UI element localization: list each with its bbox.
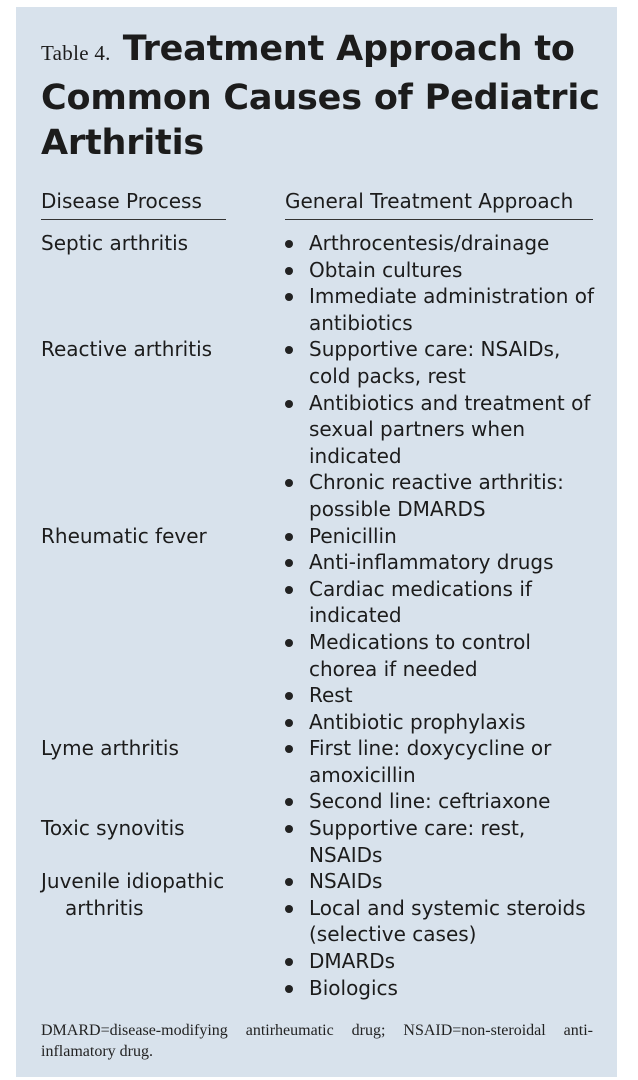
bullet-icon bbox=[285, 878, 293, 886]
column-header-disease: Disease Process bbox=[41, 187, 226, 220]
bullet-icon bbox=[285, 479, 293, 487]
treatment-item bbox=[285, 257, 601, 284]
disease-cell: Lyme arthritis bbox=[41, 736, 179, 761]
bullet-icon bbox=[285, 240, 293, 248]
bullet-icon bbox=[285, 825, 293, 833]
table-row bbox=[41, 868, 601, 1001]
treatment-item-text: Local and systemic steroids (selective cases) bbox=[309, 895, 586, 947]
table-body bbox=[41, 230, 601, 1001]
treatment-item bbox=[285, 576, 601, 629]
treatment-list bbox=[285, 230, 601, 336]
disease-cell: Rheumatic fever bbox=[41, 523, 207, 548]
table-row bbox=[41, 735, 601, 815]
bullet-icon bbox=[285, 905, 293, 913]
treatment-item bbox=[285, 469, 601, 522]
treatment-item bbox=[285, 895, 601, 948]
treatment-item bbox=[285, 975, 601, 1002]
treatment-item bbox=[285, 230, 601, 257]
treatment-item-text: Antibiotics and treatment of sexual partners when indicated bbox=[309, 390, 591, 468]
treatment-item-text: Cardiac medications if indicated bbox=[309, 576, 532, 628]
bullet-icon bbox=[285, 533, 293, 541]
table-title: Treatment Approach to Common Causes of Pediatric Arthritis bbox=[41, 29, 600, 163]
bullet-icon bbox=[285, 559, 293, 567]
treatment-item bbox=[285, 815, 601, 868]
treatment-list bbox=[285, 815, 601, 868]
bullet-icon bbox=[285, 267, 293, 275]
table-row bbox=[41, 336, 601, 522]
bullet-icon bbox=[285, 719, 293, 727]
treatment-list bbox=[285, 336, 601, 522]
table-label: Table 4. bbox=[41, 41, 111, 65]
treatment-item-text: NSAIDs bbox=[309, 869, 383, 894]
treatment-item-text: Antibiotic prophylaxis bbox=[309, 709, 526, 734]
bullet-icon bbox=[285, 639, 293, 647]
treatment-item bbox=[285, 523, 601, 550]
table-panel bbox=[16, 7, 617, 1077]
treatment-item-text: Immediate administration of antibiotics bbox=[309, 284, 595, 335]
bullet-icon bbox=[285, 400, 293, 408]
table-title-block bbox=[41, 27, 601, 166]
table-row bbox=[41, 523, 601, 736]
treatment-item-text: Penicillin bbox=[309, 523, 397, 548]
disease-cell: Juvenile idiopathic arthritis bbox=[41, 869, 225, 920]
treatment-item bbox=[285, 629, 601, 682]
treatment-item-text: Supportive care: rest, NSAIDs bbox=[309, 816, 526, 867]
treatment-item-text: Arthrocentesis/drainage bbox=[309, 231, 550, 255]
bullet-icon bbox=[285, 985, 293, 993]
table-footnote: DMARD=disease-modifying antirheumatic drug; NSAID=non-steroidal anti-inflamatory drug. bbox=[41, 1022, 593, 1060]
bullet-icon bbox=[285, 586, 293, 594]
bullet-icon bbox=[285, 293, 293, 301]
disease-cell: Toxic synovitis bbox=[41, 816, 185, 841]
bullet-icon bbox=[285, 745, 293, 753]
treatment-item-text: Medications to control chorea if needed bbox=[309, 629, 531, 681]
bullet-icon bbox=[285, 692, 293, 700]
treatment-list bbox=[285, 868, 601, 1001]
treatment-item bbox=[285, 682, 601, 709]
treatment-item bbox=[285, 788, 601, 815]
treatment-list bbox=[285, 523, 601, 736]
treatment-item bbox=[285, 948, 601, 975]
treatment-item bbox=[285, 735, 601, 788]
treatment-item bbox=[285, 283, 601, 336]
disease-cell: Reactive arthritis bbox=[41, 337, 213, 362]
treatment-item bbox=[285, 549, 601, 576]
treatment-item-text: Rest bbox=[309, 683, 353, 708]
table-row bbox=[41, 230, 601, 336]
treatment-item-text: Biologics bbox=[309, 975, 398, 1000]
column-header-treatment: General Treatment Approach bbox=[285, 187, 593, 220]
treatment-item bbox=[285, 336, 601, 389]
treatment-item-text: Chronic reactive arthritis: possible DMARDS bbox=[309, 470, 564, 521]
treatment-item bbox=[285, 868, 601, 895]
treatment-item-text: DMARDs bbox=[309, 949, 396, 974]
treatment-item bbox=[285, 390, 601, 470]
treatment-item-text: Anti-inflammatory drugs bbox=[309, 550, 554, 575]
disease-cell: Septic arthritis bbox=[41, 231, 189, 255]
treatment-item-text: Second line: ceftriaxone bbox=[309, 789, 551, 814]
treatment-list bbox=[285, 735, 601, 815]
treatment-item bbox=[285, 709, 601, 736]
bullet-icon bbox=[285, 958, 293, 966]
treatment-item-text: Obtain cultures bbox=[309, 257, 463, 282]
treatment-item-text: Supportive care: NSAIDs, cold packs, rest bbox=[309, 337, 561, 388]
treatment-item-text: First line: doxycycline or amoxicillin bbox=[309, 736, 552, 787]
table-row bbox=[41, 815, 601, 868]
bullet-icon bbox=[285, 346, 293, 354]
bullet-icon bbox=[285, 798, 293, 806]
